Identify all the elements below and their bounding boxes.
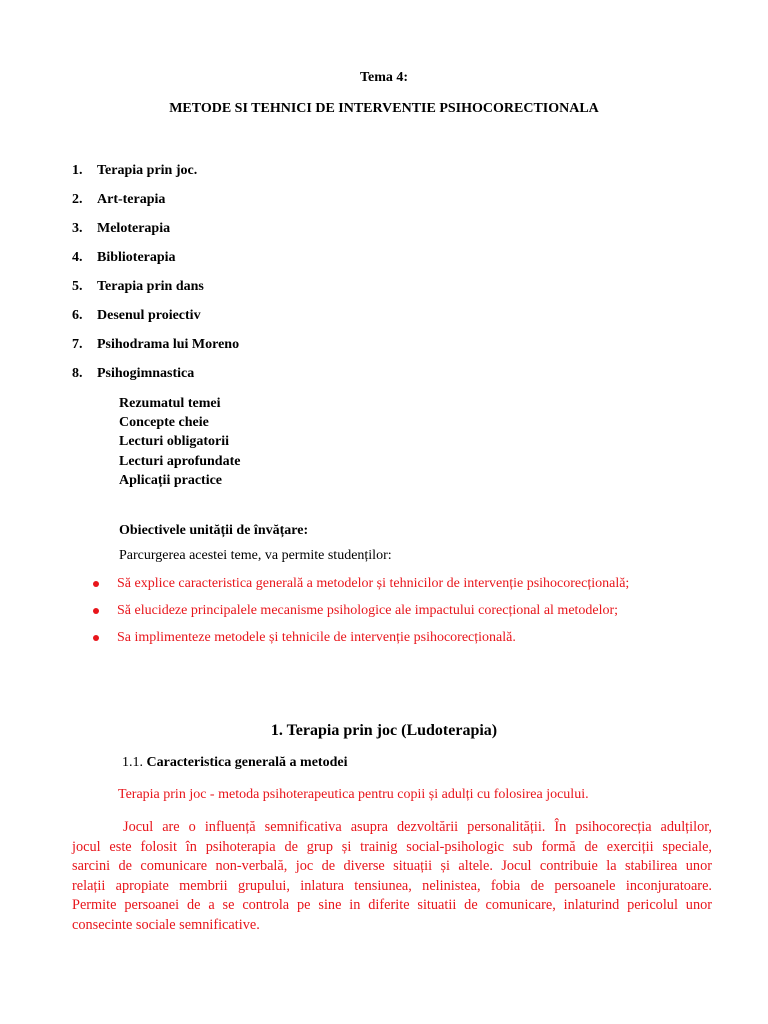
definition-text: Terapia prin joc - metoda psihoterapeutica pentru copii și adulți cu folosirea jocului.	[118, 787, 589, 802]
subsection-heading	[122, 755, 347, 771]
body-paragraph	[72, 818, 712, 936]
toc-item-number: 1.	[72, 163, 83, 178]
paragraph-line: consecinte sociale semnificative.	[72, 916, 260, 933]
bullet-icon	[93, 608, 99, 614]
paragraph-line: Permite persoanei de a se controla pe sine in diferite situatii de comunicare, inlaturind pericolul unor	[72, 897, 712, 914]
toc-item-number: 4.	[72, 250, 83, 265]
objectives-intro: Parcurgerea acestei teme, va permite studenților:	[119, 548, 392, 563]
subsection-title: Caracteristica generală a metodei	[146, 755, 348, 770]
toc-item-label: Terapia prin dans	[97, 279, 204, 294]
toc-item-number: 5.	[72, 279, 83, 294]
paragraph-line: relații apropiate membrii grupului, inlatura tensiunea, nelinistea, fobia de persoanele inconjuratoare.	[72, 877, 712, 894]
objective-item: Sa implimenteze metodele și tehnicile de intervenție psihocorecțională.	[117, 630, 516, 645]
objectives-heading: Obiectivele unității de învățare:	[119, 523, 309, 538]
toc-item-label: Art-terapia	[97, 192, 166, 207]
bullet-icon	[93, 635, 99, 641]
section-title: 1. Terapia prin joc (Ludoterapia)	[270, 722, 498, 739]
toc-item-number: 6.	[72, 308, 83, 323]
objective-item: Să explice caracteristica generală a metodelor și tehnicilor de intervenție psihocorecțională;	[117, 576, 630, 591]
toc-item-number: 2.	[72, 192, 83, 207]
toc-item-label: Psihogimnastica	[97, 366, 195, 381]
toc-item-label: Meloterapia	[97, 221, 171, 236]
toc-item-number: 7.	[72, 337, 83, 352]
extras-item: Rezumatul temei	[119, 396, 221, 411]
page-title: METODE SI TEHNICI DE INTERVENTIE PSIHOCORECTIONALA	[169, 101, 599, 116]
paragraph-line: jocul este folosit în psihoterapia de grup și trainig social-psihologic sub formă de exerciții speciale,	[72, 838, 712, 855]
extras-item: Aplicații practice	[119, 473, 223, 488]
toc-item-number: 3.	[72, 221, 83, 236]
theme-label: Tema 4:	[359, 70, 409, 85]
toc-item-number: 8.	[72, 366, 83, 381]
bullet-icon	[93, 581, 99, 587]
paragraph-line: Jocul are o influență semnificativa asupra dezvoltării personalității. În psihocorecția adulților,	[123, 819, 712, 835]
extras-item: Concepte cheie	[119, 415, 209, 430]
toc-item-label: Terapia prin joc.	[97, 163, 198, 178]
toc-item-label: Psihodrama lui Moreno	[97, 337, 240, 352]
extras-item: Lecturi obligatorii	[119, 434, 230, 449]
toc-item-label: Desenul proiectiv	[97, 308, 201, 323]
paragraph-line: sarcini de comunicare non-verbală, joc de diverse situații și altele. Jocul contribuie la stabilirea unor	[72, 858, 712, 875]
objective-item: Să elucideze principalele mecanisme psihologice ale impactului corecțional al metodelor;	[117, 603, 619, 618]
subsection-number: 1.1.	[122, 755, 143, 770]
toc-item-label: Biblioterapia	[97, 250, 176, 265]
extras-item: Lecturi aprofundate	[119, 454, 241, 469]
